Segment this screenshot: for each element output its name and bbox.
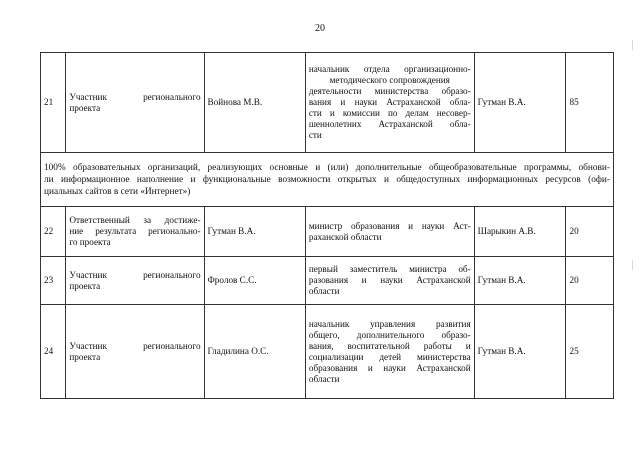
role-line: Ответственный за достиже- [69, 215, 201, 225]
name-cell: Гладилина О.С. [204, 305, 305, 399]
row-number: 22 [41, 207, 66, 257]
position-line: министр образования и науки Аст- [308, 220, 471, 231]
position-line: вания и науки Астраханской обла- [308, 97, 471, 107]
role-cell [66, 257, 204, 305]
row-number: 23 [41, 257, 66, 305]
position-cell [305, 53, 474, 153]
row-number: 24 [41, 305, 66, 399]
section-text [41, 153, 614, 207]
scan-mark [632, 40, 633, 50]
position-line: первый заместитель министра об- [308, 264, 471, 274]
position-line: разования и науки Астраханской [308, 275, 471, 285]
role-line: проекта [69, 351, 101, 362]
role-line: Участник регионального [69, 91, 201, 102]
role-line: ние результата регионально- [69, 226, 201, 236]
percent-cell: 20 [566, 207, 614, 257]
participants-table [40, 52, 614, 399]
name-cell: Гутман В.А. [204, 207, 305, 257]
role-cell [66, 305, 204, 399]
position-line: социализации детей министерства [308, 351, 471, 362]
position-line: сти [308, 130, 322, 140]
position-cell [305, 305, 474, 399]
section-row [41, 153, 614, 207]
role-line: Участник регионального [69, 340, 201, 351]
role-cell [66, 207, 204, 257]
position-line: деятельности министерства образо- [308, 86, 471, 96]
position-line: сти и комиссии по делам несовер- [308, 108, 471, 118]
position-line: шеннолетних Астраханской обла- [308, 119, 471, 129]
role-line: проекта [69, 280, 101, 291]
position-line: образования и науки Астраханской [308, 362, 471, 373]
supervisor-cell: Гутман В.А. [474, 53, 566, 153]
supervisor-cell: Гутман В.А. [474, 257, 566, 305]
role-line: проекта [69, 102, 101, 113]
table-row [41, 257, 614, 305]
row-number: 21 [41, 53, 66, 153]
name-cell: Фролов С.С. [204, 257, 305, 305]
name-cell: Войнова М.В. [204, 53, 305, 153]
position-line: общего, дополнительного образо- [308, 329, 471, 340]
section-line: ли информационное наполнение и функциональные возможности открытых и общедоступных информационных ресурсов (офи- [44, 174, 610, 185]
position-line: раханской области [308, 231, 382, 242]
position-cell [305, 257, 474, 305]
position-cell [305, 207, 474, 257]
percent-cell: 85 [566, 53, 614, 153]
position-line: вания, воспитательной работы и [308, 340, 471, 351]
table-row [41, 207, 614, 257]
percent-cell: 25 [566, 305, 614, 399]
position-line: начальник отдела организационно- [308, 64, 471, 74]
supervisor-cell: Гутман В.А. [474, 305, 566, 399]
section-line: циальных сайтов в сети «Интернет») [44, 186, 191, 197]
position-line: методического сопровождения [329, 75, 450, 85]
position-line: области [308, 373, 340, 384]
table-row [41, 305, 614, 399]
page-number: 20 [315, 23, 325, 34]
percent-cell: 20 [566, 257, 614, 305]
position-line: начальник управления развития [308, 318, 471, 329]
scan-mark [632, 260, 633, 270]
section-line: 100% образовательных организаций, реализующих основные и (или) дополнительные общеобразовательные программы, обнови- [44, 162, 610, 173]
role-cell [66, 53, 204, 153]
table-row [41, 53, 614, 153]
role-line: Участник регионального [69, 269, 201, 280]
position-line: области [308, 286, 340, 296]
role-line: го проекта [69, 237, 111, 247]
supervisor-cell: Шарыкин А.В. [474, 207, 566, 257]
